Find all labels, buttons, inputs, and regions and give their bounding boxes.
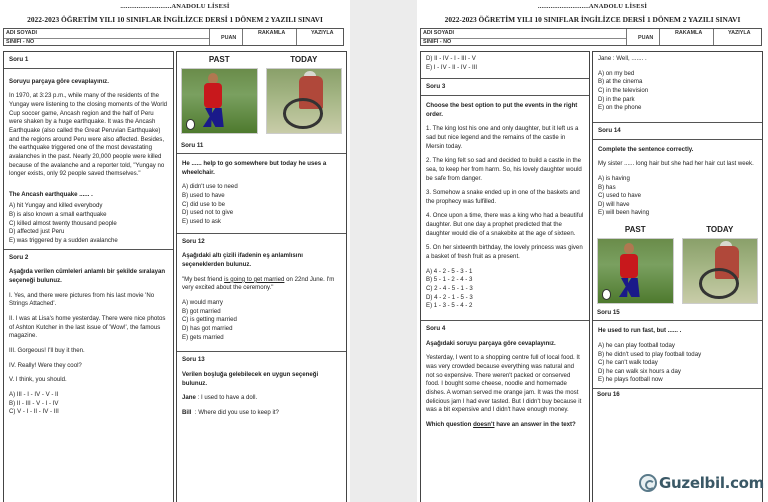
student-info-table [3, 28, 344, 46]
option[interactable]: B) got married [182, 307, 221, 315]
question-label: Soru 13 [182, 356, 205, 364]
past-label: PAST [208, 55, 230, 64]
event: 4. Once upon a time, there was a king who had a beautiful daughter. But one day a prophet predicted that the daughter would die of a snakebite at the age of sixteen. [426, 212, 584, 237]
dialogue-line: Jane : Well, ....... . [598, 55, 647, 62]
option[interactable]: B) he didn't used to play football today [598, 350, 702, 358]
question-label: Soru 14 [593, 123, 762, 140]
ball-icon [602, 289, 611, 299]
wheelchair-photo [682, 238, 759, 304]
left-column-a [3, 51, 174, 502]
guzelbil-logo-icon [639, 474, 657, 492]
question-13 [177, 368, 346, 421]
question-stem: Which question doesn't have an answer in the text? [426, 420, 576, 428]
option[interactable]: C) he can't walk today [598, 359, 658, 367]
wheelchair-icon [699, 268, 739, 299]
instruction: Aşağıdaki altı çizili ifadenin eş anlamlısını seçeneklerden bulunuz. [182, 252, 303, 269]
quote: "My best friend is going to get married on 22nd June. I'm very excited about the ceremony." [182, 275, 335, 292]
option[interactable]: D) used not to give [182, 209, 234, 217]
question-4 [421, 337, 589, 433]
question-label: Soru 3 [421, 79, 589, 96]
option[interactable]: C) killed almost twenty thousand people [9, 219, 117, 227]
passage: Yesterday, I went to a shopping centre full of local food. It was very crowded because everything was natural and not so expensive. There weren't packed or conserved food. I bought some cheese, noodle and homemade dishes. A woman served me orange jam. It was the most delicious jam I had ever tasted. But I didn't buy because it was a bit expensive and I didn't have enough money. [426, 354, 582, 414]
wheelchair-icon [283, 98, 323, 129]
option[interactable]: A) is having [598, 174, 630, 182]
option[interactable]: C) did use to be [182, 200, 226, 208]
option[interactable]: B) II - III - V - I - IV [9, 399, 59, 407]
puan-label: PUAN [221, 35, 237, 41]
sentence: I. Yes, and there were pictures from his last movie 'No Strings Attached'. [9, 291, 155, 308]
school-name: ............................ANADOLU LİSESİ [537, 3, 648, 10]
today-label: TODAY [290, 55, 318, 64]
question-label: Soru 15 [597, 309, 620, 317]
passage: In 1970, at 3:23 p.m., while many of the residents of the Yungay were listening to the closing moments of the World Cup soccer game, Ancash region and the half of Peru were shaken by a huge earthquake. It was the Ancash Earthquake (also called the Great Peruvian Earthquake) and the regions around Peru were also affected. Besides, the earthquake triggered one of the most devastating avalanches in the past. Nearly 20,000 people were killed because of the avalanche and a reporter told, "Yungay no longer exists, only 92 people saved themselves." [9, 92, 168, 178]
option[interactable]: A) on my bed [598, 69, 635, 77]
option[interactable]: D) 4 - 2 - 1 - 5 - 3 [426, 293, 473, 301]
question-label: Soru 2 [9, 253, 29, 261]
pictures-row [593, 238, 762, 304]
exam-page-right [417, 0, 768, 502]
instruction: Complete the sentence correctly. [598, 145, 694, 153]
event: 1. The king lost his one and only daughter, but it left us a sad but nice legend and the remains of the castle in Mersin today. [426, 125, 579, 150]
sentence: II. I was at Lisa's home yesterday. There were nice photos of Ashton Kutcher in the last issue of 'Wow!', the famous magazine. [9, 315, 166, 340]
school-name: ............................ANADOLU LİSESİ [120, 3, 230, 10]
event: 5. On her sixteenth birthday, the lovely princess was given a basket of fresh fruit as a present. [426, 244, 583, 261]
question-11 [177, 154, 346, 229]
option[interactable]: C) used to have [598, 192, 642, 200]
option[interactable]: A) would marry [182, 299, 223, 306]
instruction: Choose the best option to put the events in the right order. [426, 102, 578, 118]
option[interactable]: C) V - I - II - IV - III [9, 408, 59, 416]
question-13-continued [593, 52, 762, 116]
dialogue-line: Bill : Where did you use to keep it? [182, 408, 279, 416]
option[interactable]: B) is also known a small earthquake [9, 211, 107, 219]
rakamla-label: RAKAMLA [258, 30, 286, 36]
sentence: III. Gorgeous! I'll buy it then. [9, 346, 85, 354]
question-2 [4, 265, 173, 419]
option[interactable]: E) will been having [598, 209, 650, 217]
option[interactable]: D) has got married [182, 324, 233, 332]
option[interactable]: D) will have [598, 200, 630, 208]
pictures-header [177, 52, 346, 65]
event: 3. Somehow a snake ended up in one of the baskets and the prophecy was fulfilled. [426, 189, 580, 205]
question-stem: He ...... help to go somewhere but today he uses a wheelchair. [182, 160, 327, 176]
question-label: Soru 4 [426, 324, 446, 332]
option[interactable]: A) he can play football today [598, 341, 675, 349]
option[interactable]: C) 2 - 4 - 5 - 1 - 3 [426, 284, 473, 292]
exam-title: 2022-2023 ÖĞRETİM YILI 10 SINIFLAR İNGİLİZCE DERSİ 1 DÖNEM 2 YAZILI SINAVI [27, 15, 323, 24]
question-label: Soru 16 [597, 391, 620, 399]
option[interactable]: C) in the television [598, 86, 649, 94]
watermark [639, 474, 764, 492]
event: 2. The king felt so sad and decided to build a castle in the sea, to keep her from harm. So, his lovely daughter would be safe from danger. [426, 157, 582, 182]
left-column-b [176, 51, 347, 502]
class-label: SINIFI - NO [423, 39, 452, 45]
student-info-table [420, 28, 762, 46]
option[interactable]: E) 1 - 3 - 5 - 4 - 2 [426, 302, 473, 310]
question-12 [177, 249, 346, 345]
class-label: SINIFI - NO [6, 39, 35, 45]
past-label: PAST [624, 225, 646, 235]
instruction: Aşağıdaki soruyu parçaya göre cevaplayınız. [426, 339, 556, 347]
question-15 [593, 321, 762, 388]
name-label: ADI SOYADI [423, 30, 454, 36]
question-label: Soru 12 [182, 237, 205, 245]
option[interactable]: B) 5 - 1 - 2 - 4 - 3 [426, 276, 473, 284]
question-14 [593, 140, 762, 221]
yaziyla-label: YAZIYLA [311, 30, 334, 36]
rakamla-label: RAKAMLA [675, 30, 703, 36]
instruction: Verilen boşluğa gelebilecek en uygun seçeneği bulunuz. [182, 371, 319, 387]
option[interactable]: A) didn't use to need [182, 183, 238, 191]
footballer-photo [597, 238, 674, 304]
option[interactable]: E) was triggered by a sudden avalanche [9, 237, 118, 245]
question-2-continued [421, 52, 589, 75]
option[interactable]: D) he can walk six hours a day [598, 367, 681, 375]
option[interactable]: E) used to ask [182, 218, 221, 225]
option[interactable]: E) gets married [182, 333, 224, 341]
question-3 [421, 96, 589, 314]
option[interactable]: E) he plays football now [598, 376, 663, 384]
footballer-photo [181, 68, 258, 134]
option[interactable]: B) used to have [182, 192, 225, 200]
instruction: Aşağıda verilen cümleleri anlamlı bir şekilde sıralayan seçeneği bulunuz. [9, 268, 166, 285]
option[interactable]: A) 4 - 2 - 5 - 3 - 1 [426, 267, 473, 275]
dialogue-line: Jane : I used to have a doll. [182, 394, 258, 402]
option[interactable]: D) affected just Peru [9, 228, 65, 236]
question-label: Soru 11 [181, 142, 204, 150]
watermark-text: Guzelbil.com [659, 474, 764, 492]
name-label: ADI SOYADI [6, 30, 37, 36]
option[interactable]: B) at the cinema [598, 78, 643, 86]
sentence: V. I think, you should. [9, 376, 67, 384]
instruction: Soruyu parçaya göre cevaplayınız. [9, 77, 109, 85]
option[interactable]: B) has [598, 183, 616, 191]
pictures-row [177, 68, 346, 134]
exam-page-left [0, 0, 350, 502]
question-stem: The Ancash earthquake ...... . [9, 190, 93, 198]
question-stem: He used to run fast, but ...... . [598, 327, 682, 335]
option[interactable]: C) is getting married [182, 316, 237, 324]
right-column-a [420, 51, 590, 502]
pictures-header [593, 224, 762, 235]
right-column-b [592, 51, 763, 502]
option[interactable]: A) hit Yungay and killed everybody [9, 202, 103, 210]
today-label: TODAY [706, 225, 734, 235]
question-stem: My sister ...... long hair but she had her hair cut last week. [598, 160, 754, 168]
question-label: Soru 1 [4, 52, 173, 69]
underlined-phrase: is going to get married [224, 275, 285, 283]
question-1 [4, 69, 173, 249]
wheelchair-photo [266, 68, 343, 134]
yaziyla-label: YAZIYLA [728, 30, 751, 36]
exam-title: 2022-2023 ÖĞRETİM YILI 10 SINIFLAR İNGİLİZCE DERSİ 1 DÖNEM 2 YAZILI SINAVI [444, 15, 741, 24]
option[interactable]: D) II - IV - I - III - V [426, 55, 476, 62]
option[interactable]: E) I - IV - II - IV - III [426, 63, 478, 71]
option[interactable]: A) III - I - IV - V - II [9, 390, 59, 398]
ball-icon [186, 119, 195, 129]
option[interactable]: E) on the phone [598, 104, 642, 112]
sentence: IV. Really! Were they cool? [9, 361, 82, 369]
option[interactable]: D) in the park [598, 95, 635, 103]
puan-label: PUAN [638, 35, 654, 41]
